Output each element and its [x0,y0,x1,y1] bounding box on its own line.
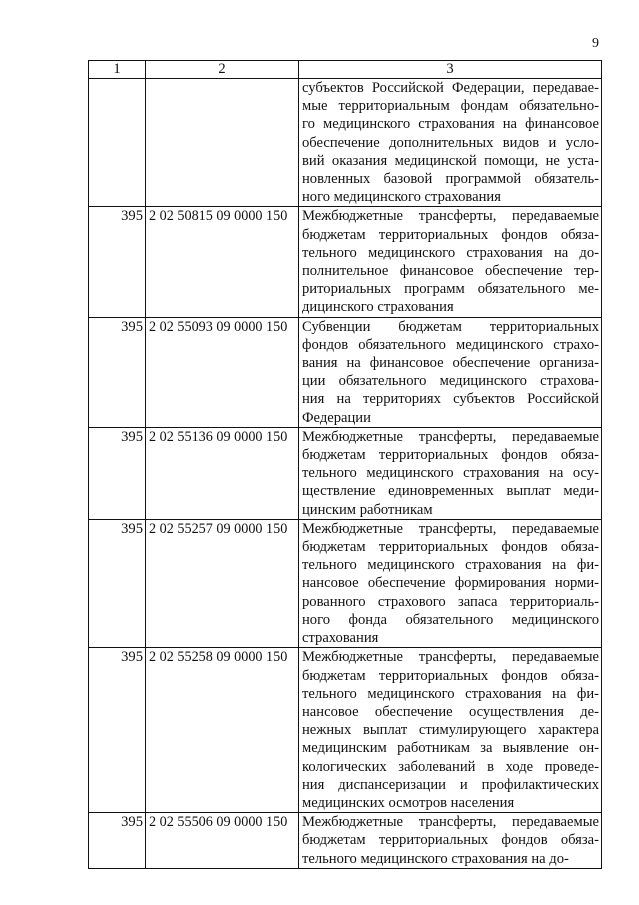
income-name-line: бюджетам территориальных фондов обяза- [302,832,599,849]
admin-code-cell: 395 [89,648,146,813]
income-name-line: бюджетам территориальных фондов обяза- [302,539,599,556]
income-name-line: дицинского страхования [302,299,454,316]
income-name-cell [299,813,602,869]
income-name-cell [299,427,602,519]
income-name-line: тельного медицинского страхования на фи- [302,685,599,702]
income-name-cell [299,207,602,317]
table-header-row [89,61,602,79]
income-name-line: медицинским работникам за выявление он- [302,740,599,757]
income-name-line: Межбюджетные трансферты, передаваемые [302,520,599,537]
income-name-line: ции обязательного медицинского страхова- [302,373,599,390]
income-name-line: мые территориальным фондам обязательно- [302,98,599,115]
budget-classification-table [88,60,602,869]
income-name-line: тельного медицинского страхования на до- [302,244,599,261]
income-name-line: риториальных программ обязательного ме- [302,281,599,298]
income-name-line: ществление единовременных выплат меди- [302,483,599,500]
table-row [89,79,602,207]
budget-code-cell [146,79,299,207]
income-name-line: бюджетам территориальных фондов обяза- [302,447,599,464]
header-col-1: 1 [89,61,146,79]
table-row [89,207,602,317]
income-name-line: ния на территориях субъектов Российской [302,391,599,408]
table-row [89,813,602,869]
admin-code-cell [89,79,146,207]
budget-code-cell: 2 02 55258 09 0000 150 [146,648,299,813]
table-row [89,427,602,519]
income-name-line: бюджетам территориальных фондов обяза- [302,667,599,684]
income-name-line: вий оказания медицинской помощи, не уста- [302,152,599,169]
header-col-2: 2 [146,61,299,79]
income-name-line: ного медицинского страхования [302,189,501,206]
income-name-line: новленных базовой программой обязатель- [302,171,599,188]
income-name-line: нансовое обеспечение формирования норми- [302,575,599,592]
income-name-line: рованного страхового запаса территориаль- [302,593,599,610]
income-name-line: цинским работникам [302,501,433,518]
income-name-line: тельного медицинского страхования на до- [302,850,569,867]
income-name-line: полнительное финансовое обеспечение тер- [302,263,599,280]
income-name-line: Межбюджетные трансферты, передаваемые [302,814,599,831]
income-name-line: фондов обязательного медицинского страхо- [302,336,599,353]
income-name-line: го медицинского страхования на финансовое [302,116,599,133]
income-name-line: Межбюджетные трансферты, передаваемые [302,428,599,445]
admin-code-cell: 395 [89,317,146,427]
table-body [89,79,602,869]
table-row [89,317,602,427]
table-row [89,648,602,813]
header-col-3: 3 [299,61,602,79]
income-name-cell [299,79,602,207]
income-name-line: вания на финансовое обеспечение организа- [302,355,599,372]
budget-code-cell: 2 02 55506 09 0000 150 [146,813,299,869]
income-name-line: тельного медицинского страхования на осу- [302,465,599,482]
income-name-line: Межбюджетные трансферты, передаваемые [302,649,599,666]
table-row [89,519,602,647]
income-name-cell [299,519,602,647]
income-name-cell [299,317,602,427]
admin-code-cell: 395 [89,427,146,519]
income-name-line: Субвенции бюджетам территориальных [302,318,599,335]
income-name-cell [299,648,602,813]
budget-code-cell: 2 02 50815 09 0000 150 [146,207,299,317]
budget-code-cell: 2 02 55093 09 0000 150 [146,317,299,427]
income-name-line: обеспечение дополнительных видов и усло- [302,134,599,151]
income-name-line: медицинских осмотров населения [302,794,515,811]
income-name-line: субъектов Российской Федерации, передавае- [302,80,599,96]
income-name-line: страхования [302,630,379,647]
admin-code-cell: 395 [89,519,146,647]
page-number: 9 [592,36,599,51]
income-name-line: бюджетам территориальных фондов обяза- [302,226,599,243]
income-name-line: тельного медицинского страхования на фи- [302,557,599,574]
budget-code-cell: 2 02 55136 09 0000 150 [146,427,299,519]
admin-code-cell: 395 [89,813,146,869]
income-name-line: ного фонда обязательного медицинского [302,611,599,628]
income-name-line: Федерации [302,409,371,426]
admin-code-cell: 395 [89,207,146,317]
income-name-line: Межбюджетные трансферты, передаваемые [302,208,599,225]
budget-code-cell: 2 02 55257 09 0000 150 [146,519,299,647]
income-name-line: кологических заболеваний в ходе проведе- [302,758,599,775]
income-name-line: ния диспансеризации и профилактических [302,776,599,793]
income-name-line: нансовое обеспечение осуществления де- [302,703,599,720]
income-name-line: нежных выплат стимулирующего характера [302,722,599,739]
